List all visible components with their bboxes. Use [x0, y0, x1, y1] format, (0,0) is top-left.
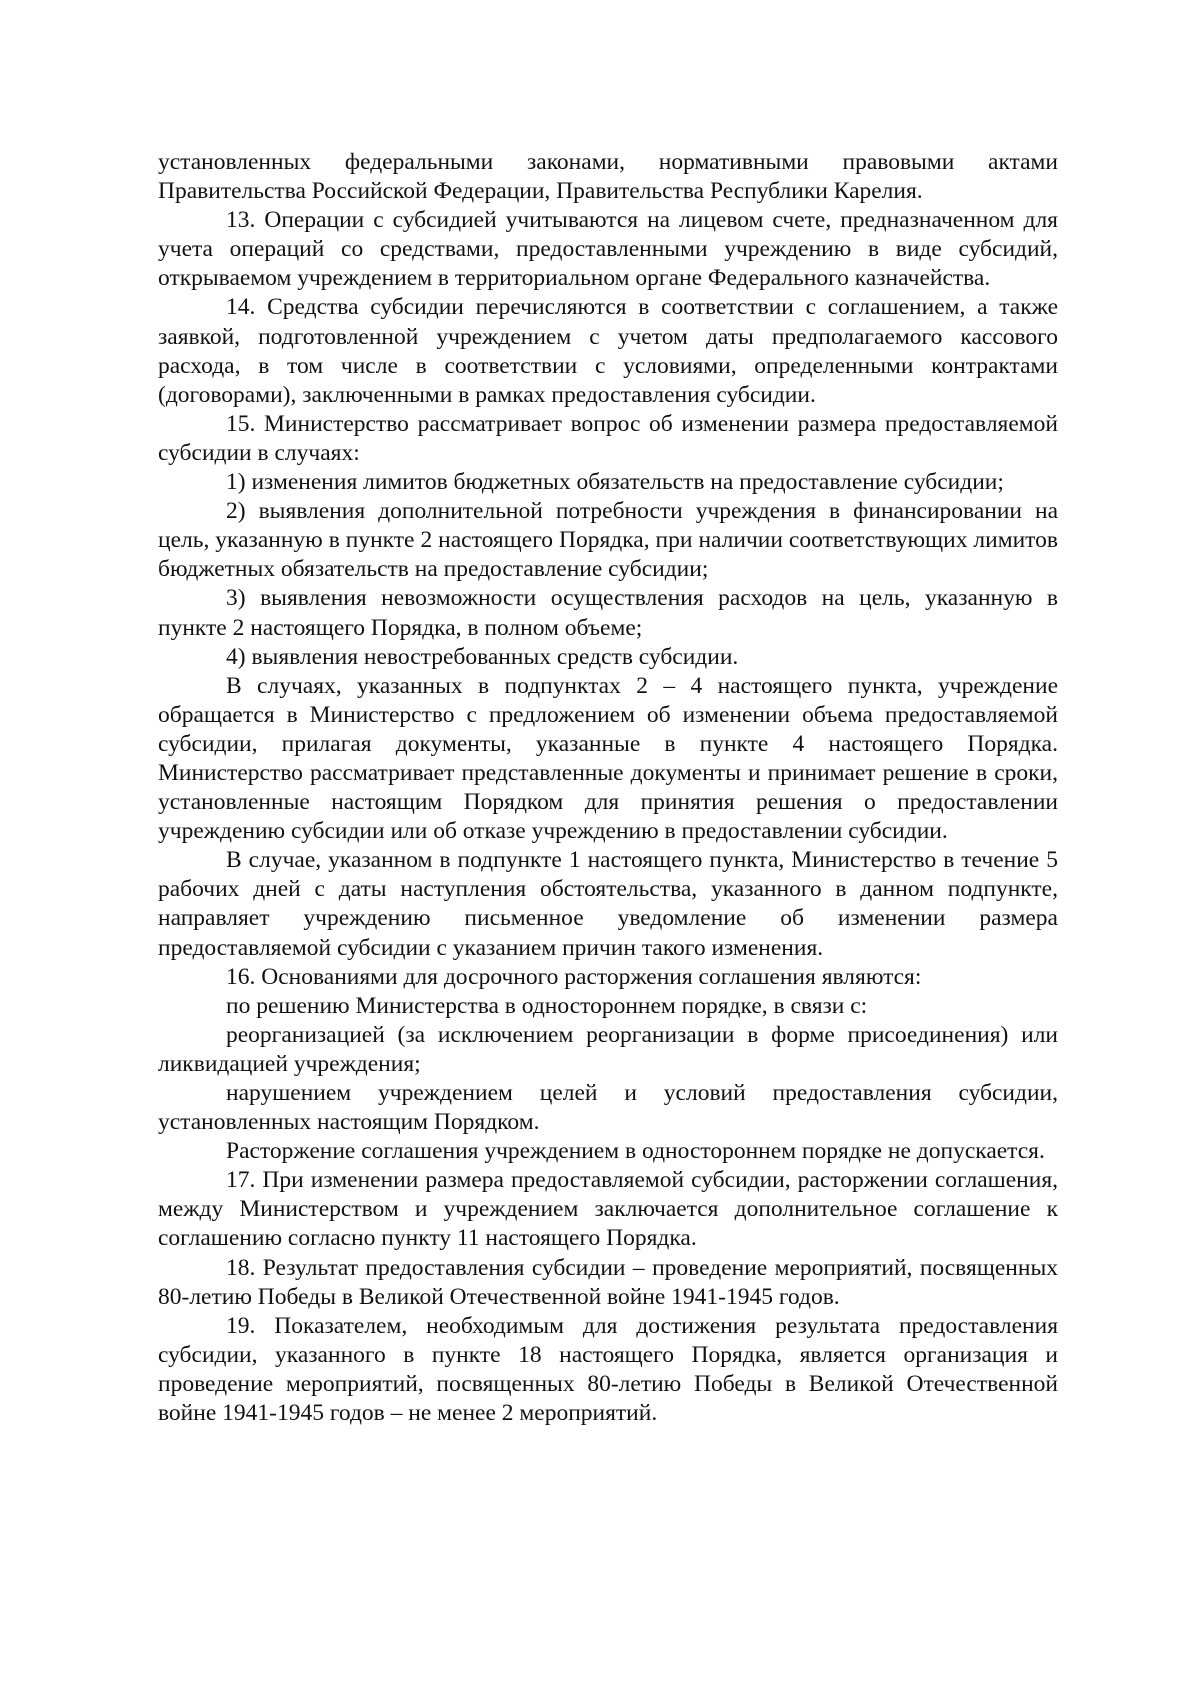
paragraph-item-19: 19. Показателем, необходимым для достижения результата предоставления субсидии, указанного в пункте 18 настоящего Порядка, является организация и проведение мероприятий, посвященных 80-летию Победы в Великой Отечественной войне 1941-1945 годов – не менее 2 мероприятий.: [158, 1312, 1058, 1427]
paragraph-case-1: В случае, указанном в подпункте 1 настоящего пункта, Министерство в течение 5 рабочих дней с даты наступления обстоятельства, указанного в данном подпункте, направляет учреждению письменное уведомление об изменении размера предоставляемой субсидии с указанием причин такого изменения.: [158, 847, 1058, 961]
paragraph-subitem-2: 2) выявления дополнительной потребности учреждения в финансировании на цель, указанную в пункте 2 настоящего Порядка, при наличии соответствующих лимитов бюджетных обязательств на предоставление субсидии;: [158, 498, 1058, 583]
paragraph-item-17: 17. При изменении размера предоставляемой субсидии, расторжении соглашения, между Министерством и учреждением заключается дополнительное соглашение к соглашению согласно пункту 11 настоящего Порядка.: [158, 1167, 1058, 1252]
paragraph-item-16-unilateral: Расторжение соглашения учреждением в одностороннем порядке не допускается.: [226, 1138, 1045, 1165]
paragraph-item-16-violation: нарушением учреждением целей и условий предоставления субсидии, установленных настоящим Порядком.: [158, 1080, 1058, 1136]
paragraph-continuation: установленных федеральными законами, нормативными правовыми актами Правительства Российской Федерации, Правительства Республики Карелия.: [158, 149, 1058, 205]
document-page: [158, 148, 1058, 1428]
paragraph-item-16: 16. Основаниями для досрочного расторжения соглашения являются:: [226, 963, 922, 990]
paragraph-item-16-basis: по решению Министерства в одностороннем порядке, в связи с:: [226, 992, 868, 1019]
paragraph-item-14: 14. Средства субсидии перечисляются в соответствии с соглашением, а также заявкой, подготовленной учреждением с учетом даты предполагаемого кассового расхода, в том числе в соответствии с условиями, определенными контрактами (договорами), заключенными в рамках предоставления субсидии.: [158, 294, 1058, 408]
paragraph-item-15: 15. Министерство рассматривает вопрос об изменении размера предоставляемой субсидии в случаях:: [158, 410, 1058, 466]
paragraph-subitem-4: 4) выявления невостребованных средств субсидии.: [226, 643, 739, 670]
paragraph-item-16-reorganization: реорганизацией (за исключением реорганизации в форме присоединения) или ликвидацией учреждения;: [158, 1021, 1058, 1077]
paragraph-subitem-1: 1) изменения лимитов бюджетных обязательств на предоставление субсидии;: [226, 469, 1004, 496]
paragraph-item-18: 18. Результат предоставления субсидии – проведение мероприятий, посвященных 80-летию Победы в Великой Отечественной войне 1941-1945 годов.: [158, 1254, 1058, 1310]
paragraph-item-13: 13. Операции с субсидией учитываются на лицевом счете, предназначенном для учета операций со средствами, предоставленными учреждению в виде субсидий, открываемом учреждением в территориальном органе Федерального казначейства.: [158, 207, 1058, 292]
paragraph-subitem-3: 3) выявления невозможности осуществления расходов на цель, указанную в пункте 2 настоящего Порядка, в полном объеме;: [158, 585, 1058, 641]
paragraph-cases-2-4: В случаях, указанных в подпунктах 2 – 4 настоящего пункта, учреждение обращается в Министерство с предложением об изменении объема предоставляемой субсидии, прилагая документы, указанные в пункте 4 настоящего Порядка. Министерство рассматривает представленные документы и принимает решение в сроки, установленные настоящим Порядком для принятия решения о предоставлении учреждению субсидии или об отказе учреждению в предоставлении субсидии.: [158, 672, 1058, 845]
